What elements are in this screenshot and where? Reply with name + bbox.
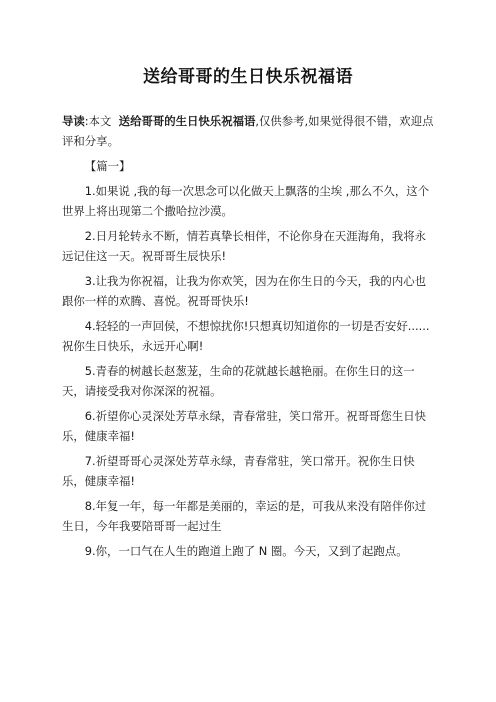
paragraph-9: 9.你，一口气在人生的跑道上跑了 N 圈。今天，又到了起跑点。 bbox=[84, 544, 408, 558]
intro-suffix: ,仅供参考,如果觉得很不错，欢迎点评和分享。 bbox=[62, 114, 434, 148]
paragraph-4: 4.轻轻的一声回侯，不想惊扰你!只想真切知道你的一切是否安好......祝你生日快乐，永远开心啊! bbox=[62, 319, 430, 353]
intro-label: 导读 bbox=[62, 114, 85, 128]
intro-paragraph bbox=[62, 111, 436, 151]
document-body bbox=[62, 111, 436, 566]
paragraph-2: 2.日月轮转永不断，情若真挚长相伴，不论你身在天涯海角，我将永远记住这一天。祝哥哥生辰快乐! bbox=[62, 229, 426, 263]
intro-prefix: :本文 bbox=[84, 114, 112, 128]
paragraph-5: 5.青春的树越长赵葱茏，生命的花就越长越艳丽。在你生日的这一天，请接受我对你深深的祝福。 bbox=[62, 364, 415, 398]
paragraph-6: 6.祈望你心灵深处芳草永绿，青春常驻，笑口常开。祝哥哥您生日快乐，健康幸福! bbox=[62, 409, 426, 443]
document-title: 送给哥哥的生日快乐祝福语 bbox=[143, 67, 353, 87]
paragraph-8: 8.年复一年，每一年都是美丽的，幸运的是，可我从来没有陪伴你过生日，今年我要陪哥哥一起过生 bbox=[62, 499, 426, 533]
paragraph-7: 7.祈望哥哥心灵深处芳草永绿，青春常驻，笑口常开。祝你生日快乐，健康幸福! bbox=[62, 454, 415, 488]
intro-article-title: 送给哥哥的生日快乐祝福语 bbox=[118, 114, 256, 128]
paragraph-3: 3.让我为你祝福，让我为你欢笑，因为在你生日的今天，我的内心也跟你一样的欢腾、喜悦。祝哥哥快乐! bbox=[62, 274, 426, 308]
section-heading: 【篇一】 bbox=[84, 159, 131, 173]
paragraph-1: 1.如果说 ,我的每一次思念可以化做天上飘落的尘埃 ,那么不久，这个世界上将出现第二个撒哈拉沙漠。 bbox=[62, 184, 430, 218]
